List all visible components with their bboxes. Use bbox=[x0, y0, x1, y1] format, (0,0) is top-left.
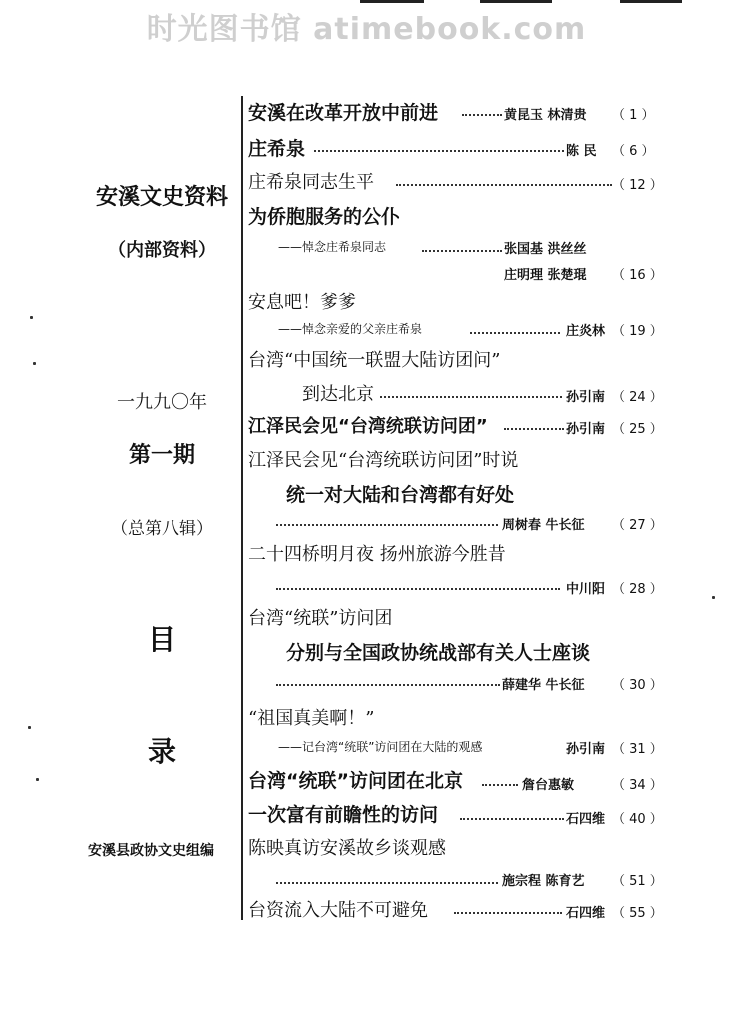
toc-title: 一次富有前瞻性的访问 bbox=[248, 804, 439, 826]
toc-title: 安溪在改革开放中前进 bbox=[248, 102, 439, 124]
scan-speck bbox=[28, 726, 31, 729]
toc-leader bbox=[314, 150, 564, 152]
toc-author: 施宗程 陈育艺 bbox=[502, 874, 585, 889]
toc-page: （ 30 ） bbox=[612, 678, 663, 693]
toc-page: （ 1 ） bbox=[612, 108, 655, 123]
toc-title-cont: 分别与全国政协统战部有关人士座谈 bbox=[286, 642, 591, 664]
toc-title: 二十四桥明月夜 扬州旅游今胜昔 bbox=[248, 544, 506, 565]
toc-leader bbox=[276, 524, 498, 526]
toc-page: （ 12 ） bbox=[612, 178, 663, 193]
toc-title-cont: 到达北京 bbox=[302, 384, 374, 405]
top-edge-mark bbox=[480, 0, 552, 3]
toc-leader bbox=[276, 588, 560, 590]
scan-speck bbox=[30, 316, 33, 319]
toc-title: 台湾“统联”访问团 bbox=[248, 608, 393, 629]
scan-speck bbox=[36, 778, 39, 781]
restricted-label: （内部资料） bbox=[108, 240, 216, 261]
scan-speck bbox=[712, 596, 715, 599]
toc-title: 庄希泉同志生平 bbox=[248, 172, 374, 193]
toc-author: 石四维 bbox=[566, 812, 606, 827]
issue-number: 第一期 bbox=[128, 443, 195, 468]
toc-author: 陈 民 bbox=[566, 144, 597, 159]
toc-page: （ 31 ） bbox=[612, 742, 663, 757]
toc-author: 孙引南 bbox=[566, 422, 606, 437]
toc-leader bbox=[380, 396, 562, 398]
toc-author: 孙引南 bbox=[566, 390, 606, 405]
toc-author: 詹台惠敏 bbox=[522, 778, 575, 793]
toc-page: （ 34 ） bbox=[612, 778, 663, 793]
toc-title: 江泽民会见“台湾统联访问团” bbox=[248, 416, 488, 437]
toc-title: 台湾“中国统一联盟大陆访团问” bbox=[248, 350, 501, 371]
contents-heading-mu: 目 bbox=[147, 623, 176, 656]
toc-leader bbox=[276, 882, 498, 884]
toc-leader bbox=[470, 332, 560, 334]
toc-page: （ 6 ） bbox=[612, 144, 655, 159]
toc-leader bbox=[276, 684, 500, 686]
toc-author: 庄明理 张楚琨 bbox=[504, 268, 587, 283]
issue-year: 一九九〇年 bbox=[117, 392, 207, 413]
contents-heading-lu: 录 bbox=[147, 735, 176, 768]
toc-title: 陈映真访安溪故乡谈观感 bbox=[248, 838, 446, 859]
toc-title: 庄希泉 bbox=[248, 138, 306, 160]
toc-author: 庄炎林 bbox=[566, 324, 606, 339]
toc-subtitle: ——悼念亲爱的父亲庄希泉 bbox=[278, 322, 423, 336]
toc-page: （ 27 ） bbox=[612, 518, 663, 533]
toc-page: （ 24 ） bbox=[612, 390, 663, 405]
toc-title: 台湾“统联”访问团在北京 bbox=[248, 770, 463, 792]
editor-credit: 安溪县政协文史组编 bbox=[88, 843, 214, 859]
toc-author: 石四维 bbox=[566, 906, 606, 921]
toc-author: 周树春 牛长征 bbox=[502, 518, 585, 533]
toc-title-cont: 统一对大陆和台湾都有好处 bbox=[286, 484, 515, 506]
toc-title: “祖国真美啊！” bbox=[248, 708, 375, 729]
top-edge-mark bbox=[360, 0, 424, 3]
toc-leader bbox=[454, 912, 562, 914]
toc-author: 张国基 洪丝丝 bbox=[504, 242, 587, 257]
toc-page: （ 16 ） bbox=[612, 268, 663, 283]
toc-author: 中川阳 bbox=[566, 582, 606, 597]
toc-title: 安息吧！爹爹 bbox=[248, 292, 356, 313]
toc-leader bbox=[396, 184, 612, 186]
toc-page: （ 51 ） bbox=[612, 874, 663, 889]
toc-subtitle: ——悼念庄希泉同志 bbox=[278, 240, 387, 254]
toc-leader bbox=[422, 250, 502, 252]
toc-title: 台资流入大陆不可避免 bbox=[248, 900, 428, 921]
toc-subtitle: ——记台湾“统联”访问团在大陆的观感 bbox=[278, 740, 483, 754]
toc-page: （ 25 ） bbox=[612, 422, 663, 437]
toc-page: （ 28 ） bbox=[612, 582, 663, 597]
toc-leader bbox=[460, 818, 564, 820]
top-edge-mark bbox=[620, 0, 682, 3]
toc-page: （ 55 ） bbox=[612, 906, 663, 921]
toc-author: 黄昆玉 林清贵 bbox=[504, 108, 587, 123]
watermark: 时光图书馆 atimebook.com bbox=[146, 12, 587, 47]
toc-page: （ 19 ） bbox=[612, 324, 663, 339]
series-title: 安溪文史资料 bbox=[95, 185, 228, 210]
toc-author: 薛建华 牛长征 bbox=[502, 678, 585, 693]
toc-leader bbox=[504, 428, 564, 430]
toc-author: 孙引南 bbox=[566, 742, 606, 757]
toc-page: （ 40 ） bbox=[612, 812, 663, 827]
column-divider bbox=[241, 96, 243, 920]
toc-title: 为侨胞服务的公仆 bbox=[248, 206, 401, 228]
total-issue: （总第八辑） bbox=[111, 519, 213, 539]
toc-leader bbox=[482, 784, 518, 786]
toc-leader bbox=[462, 114, 502, 116]
toc-title: 江泽民会见“台湾统联访问团”时说 bbox=[248, 450, 519, 471]
scan-speck bbox=[33, 362, 36, 365]
